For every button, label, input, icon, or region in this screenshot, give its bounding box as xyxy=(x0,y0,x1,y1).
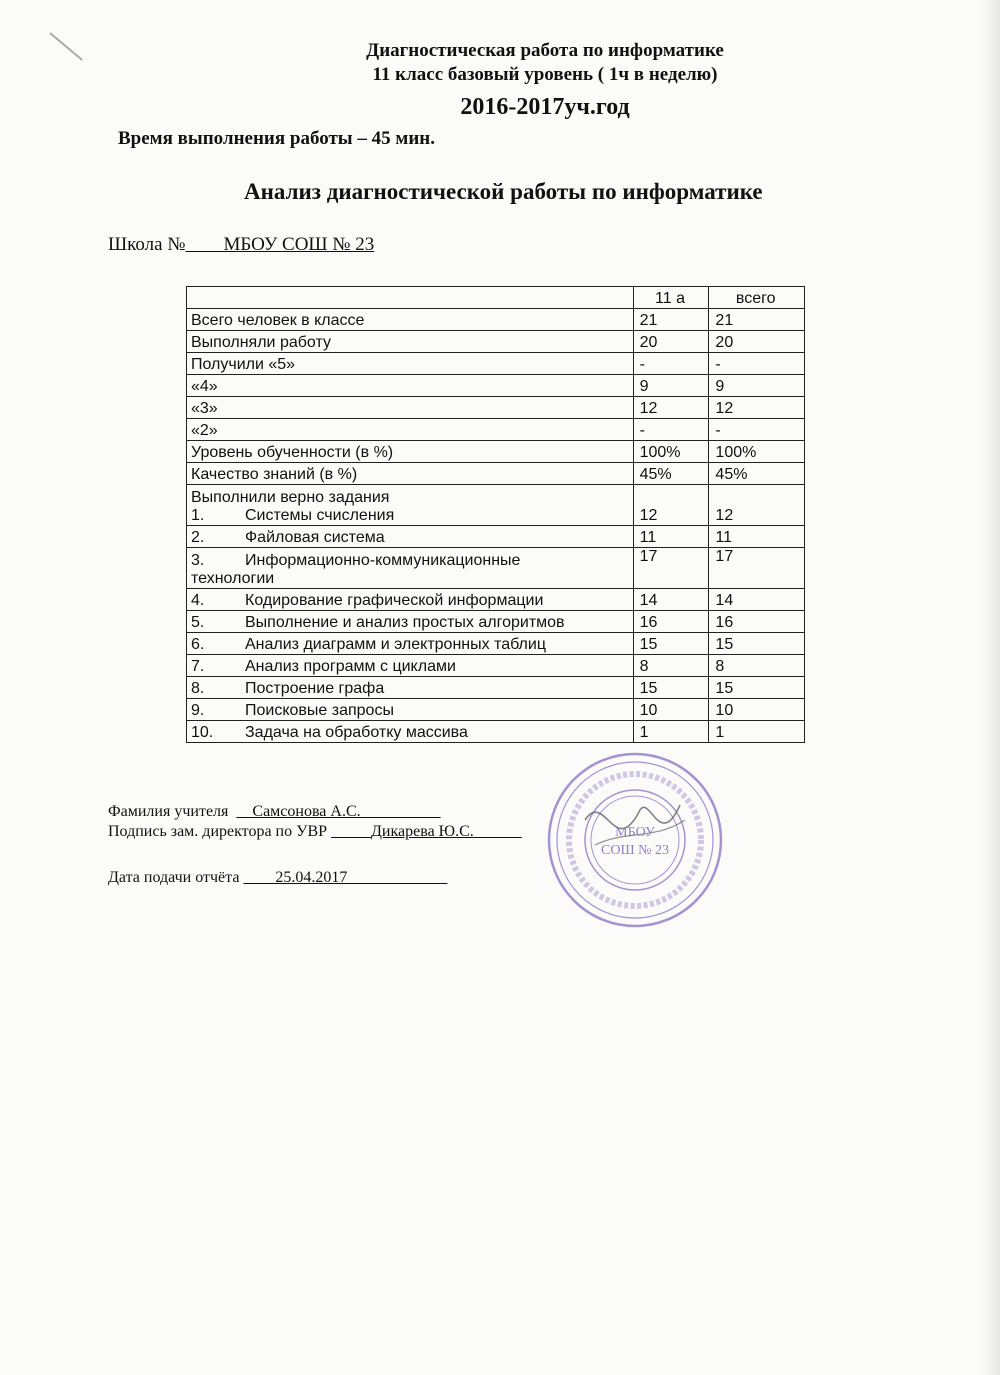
task-number: 1. xyxy=(191,507,205,524)
school-stamp-seal xyxy=(545,750,725,930)
header-cell-class: 11 а xyxy=(633,287,709,309)
row-label: Получили «5» xyxy=(187,353,634,375)
school-blank xyxy=(185,234,223,255)
row-total-value: - xyxy=(709,419,805,441)
task-number: 5. xyxy=(191,614,205,631)
row-label: Уровень обученности (в %) xyxy=(187,441,634,463)
date-value-field xyxy=(243,869,447,886)
table-row xyxy=(187,309,805,331)
row-label: «4» xyxy=(187,375,634,397)
row-class-value: 17 xyxy=(633,548,709,589)
scan-edge-shadow xyxy=(982,0,1000,1375)
teacher-value: Самсонова А.С. xyxy=(252,803,361,820)
signature-value: Дикарева Ю.С. xyxy=(371,823,474,840)
task-label: Системы счисления xyxy=(245,507,395,524)
task-label: Кодирование графической информации xyxy=(245,592,544,609)
signature-line xyxy=(108,823,522,841)
task-label-continued: технологии xyxy=(191,570,275,587)
row-class-value: 45% xyxy=(633,463,709,485)
row-label: «2» xyxy=(187,419,634,441)
row-class-value: 10 xyxy=(633,699,709,721)
table-row-task-1 xyxy=(187,485,805,526)
signature-label: Подпись зам. директора по УВР xyxy=(108,823,328,840)
date-value: 25.04.2017 xyxy=(275,869,348,886)
row-class-value: 15 xyxy=(633,633,709,655)
results-table xyxy=(186,286,805,743)
header-cell-empty xyxy=(187,287,634,309)
row-total-value: 21 xyxy=(709,309,805,331)
stamp-text-line1: МБОУ xyxy=(615,825,655,840)
row-label xyxy=(187,699,634,721)
task-number: 8. xyxy=(191,680,205,697)
task-number: 10. xyxy=(191,724,214,741)
row-class-value: 15 xyxy=(633,677,709,699)
row-total-value: 45% xyxy=(709,463,805,485)
row-total-value: 15 xyxy=(709,633,805,655)
document-title: Диагностическая работа по информатике xyxy=(366,40,724,61)
table-row-task-4 xyxy=(187,589,805,611)
task-label: Задача на обработку массива xyxy=(245,724,468,741)
row-label: «3» xyxy=(187,397,634,419)
table-row-task-3 xyxy=(187,548,805,589)
task-number: 4. xyxy=(191,592,205,609)
document-subtitle: 11 класс базовый уровень ( 1ч в неделю) xyxy=(372,64,718,85)
academic-year: 2016-2017уч.год xyxy=(460,94,630,120)
row-class-value: 12 xyxy=(633,485,709,526)
table-row-task-9 xyxy=(187,699,805,721)
row-class-value: 9 xyxy=(633,375,709,397)
task-label: Выполнение и анализ простых алгоритмов xyxy=(245,614,565,631)
header-cell-total: всего xyxy=(709,287,805,309)
row-label xyxy=(187,589,634,611)
row-class-value: 21 xyxy=(633,309,709,331)
teacher-value-field xyxy=(236,803,440,820)
row-class-value: 20 xyxy=(633,331,709,353)
row-label xyxy=(187,611,634,633)
task-label: Построение графа xyxy=(245,680,385,697)
row-class-value: 11 xyxy=(633,526,709,548)
analysis-title: Анализ диагностической работы по информатике xyxy=(244,179,763,204)
row-total-value: 15 xyxy=(709,677,805,699)
task-number: 2. xyxy=(191,529,205,546)
task-label: Анализ программ с циклами xyxy=(245,658,456,675)
row-label xyxy=(187,721,634,743)
row-total-value: 1 xyxy=(709,721,805,743)
row-total-value: 10 xyxy=(709,699,805,721)
row-total-value: 11 xyxy=(709,526,805,548)
row-total-value: 17 xyxy=(709,548,805,589)
table-header-row xyxy=(187,287,805,309)
table-row-task-10 xyxy=(187,721,805,743)
school-line xyxy=(108,234,374,256)
row-total-value: 12 xyxy=(709,397,805,419)
stamp-text-line2: СОШ № 23 xyxy=(601,843,669,858)
task-number: 6. xyxy=(191,636,205,653)
row-label: Всего человек в классе xyxy=(187,309,634,331)
teacher-label: Фамилия учителя xyxy=(108,803,229,820)
tasks-heading: Выполнили верно задания xyxy=(191,489,390,506)
row-class-value: 1 xyxy=(633,721,709,743)
row-class-value: 100% xyxy=(633,441,709,463)
row-total-value: 100% xyxy=(709,441,805,463)
table-row xyxy=(187,397,805,419)
row-total-value: 20 xyxy=(709,331,805,353)
table-row xyxy=(187,419,805,441)
row-class-value: 12 xyxy=(633,397,709,419)
row-class-value: 14 xyxy=(633,589,709,611)
table-row-task-7 xyxy=(187,655,805,677)
row-label xyxy=(187,633,634,655)
date-line xyxy=(108,869,447,887)
row-total-value: 8 xyxy=(709,655,805,677)
task-label: Информационно-коммуникационные xyxy=(245,552,521,569)
task-number: 7. xyxy=(191,658,205,675)
row-total-value: 9 xyxy=(709,375,805,397)
row-label: Качество знаний (в %) xyxy=(187,463,634,485)
table-row-task-5 xyxy=(187,611,805,633)
task-number: 3. xyxy=(191,552,205,569)
table-row xyxy=(187,353,805,375)
table-row xyxy=(187,463,805,485)
table-row-task-8 xyxy=(187,677,805,699)
task-label: Файловая система xyxy=(245,529,385,546)
row-class-value: 8 xyxy=(633,655,709,677)
row-class-value: - xyxy=(633,353,709,375)
row-label: Выполняли работу xyxy=(187,331,634,353)
row-label xyxy=(187,485,634,526)
task-label: Поисковые запросы xyxy=(245,702,394,719)
row-label xyxy=(187,548,634,589)
row-class-value: 16 xyxy=(633,611,709,633)
signature-value-field xyxy=(331,823,522,840)
task-label: Анализ диаграмм и электронных таблиц xyxy=(245,636,546,653)
table-row xyxy=(187,375,805,397)
row-label xyxy=(187,526,634,548)
row-total-value: 16 xyxy=(709,611,805,633)
table-row xyxy=(187,441,805,463)
row-class-value: - xyxy=(633,419,709,441)
row-label xyxy=(187,677,634,699)
row-total-value: 12 xyxy=(709,485,805,526)
school-label: Школа № xyxy=(108,234,186,255)
teacher-line xyxy=(108,803,441,821)
table-row-task-2 xyxy=(187,526,805,548)
table-row-task-6 xyxy=(187,633,805,655)
row-total-value: - xyxy=(709,353,805,375)
row-label xyxy=(187,655,634,677)
table-row xyxy=(187,331,805,353)
date-label: Дата подачи отчёта xyxy=(108,869,240,886)
task-number: 9. xyxy=(191,702,205,719)
duration-note: Время выполнения работы – 45 мин. xyxy=(118,128,435,149)
school-value: МБОУ СОШ № 23 xyxy=(223,234,375,255)
row-total-value: 14 xyxy=(709,589,805,611)
